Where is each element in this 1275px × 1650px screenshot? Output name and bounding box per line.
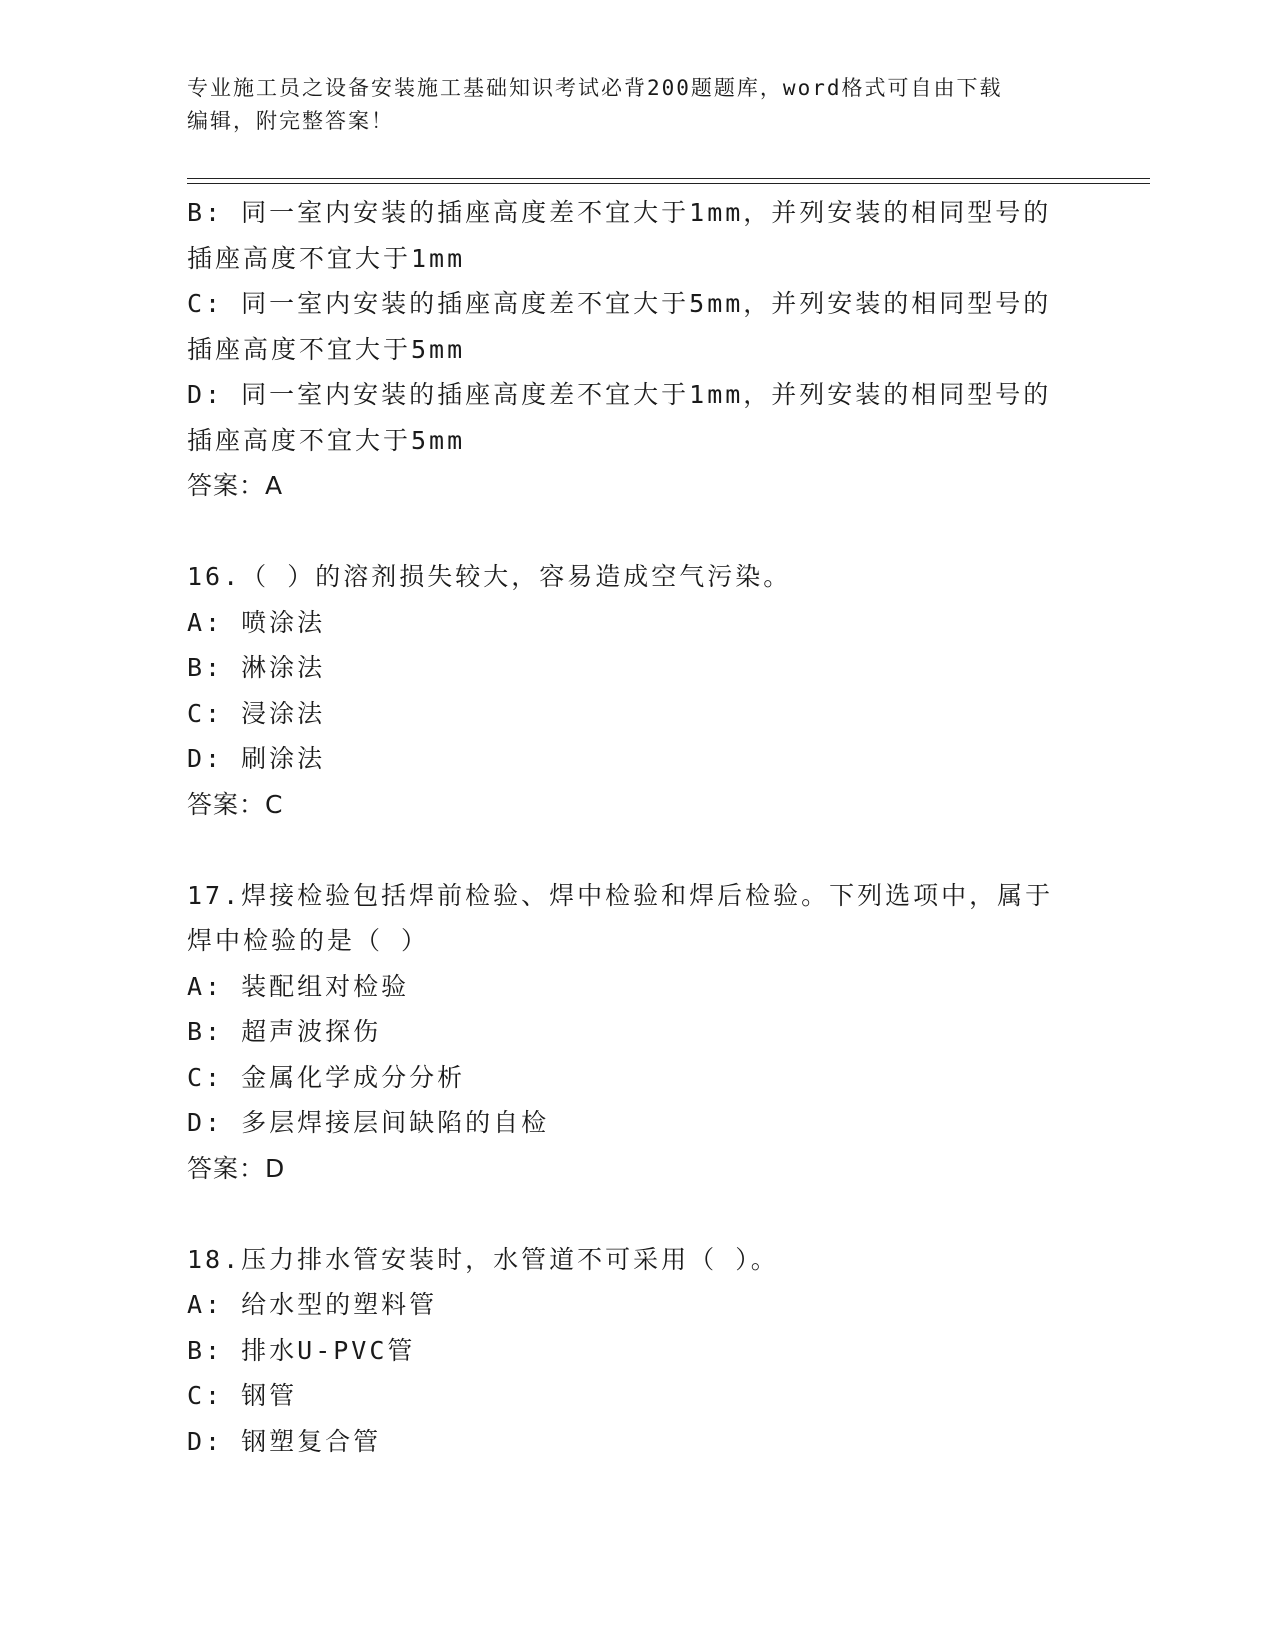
question-16 <box>187 554 1087 827</box>
question-stem-line-1: 17.焊接检验包括焊前检验、焊中检验和焊后检验。下列选项中，属于 <box>187 880 1054 910</box>
question-list <box>187 190 1087 1464</box>
question-15 <box>187 190 1087 509</box>
question-stem: 18.压力排水管安装时，水管道不可采用（ ）。 <box>187 1244 779 1274</box>
option-d: D: 钢塑复合管 <box>187 1426 382 1456</box>
option-c-line-1: C: 同一室内安装的插座高度差不宜大于5mm，并列安装的相同型号的 <box>187 289 1052 318</box>
option-d: D: 多层焊接层间缺陷的自检 <box>187 1108 550 1137</box>
question-18 <box>187 1237 1087 1465</box>
document-header <box>187 72 1067 138</box>
spacer <box>187 1191 1087 1237</box>
header-divider-top <box>187 178 1150 179</box>
question-stem: 16.（ ）的溶剂损失较大，容易造成空气污染。 <box>187 562 792 591</box>
spacer <box>187 509 1087 555</box>
option-d: D: 刷涂法 <box>187 744 326 773</box>
option-c: C: 金属化学成分分析 <box>187 1062 466 1092</box>
question-stem-line-2: 焊中检验的是（ ） <box>187 926 430 955</box>
option-b: B: 淋涂法 <box>187 653 326 682</box>
option-d-line-2: 插座高度不宜大于5mm <box>187 425 466 455</box>
option-c-line-2: 插座高度不宜大于5mm <box>187 334 466 364</box>
option-c: C: 钢管 <box>187 1381 298 1410</box>
option-b-line-2: 插座高度不宜大于1mm <box>187 243 466 273</box>
option-b: B: 排水U-PVC管 <box>187 1335 416 1365</box>
option-b-line-1: B: 同一室内安装的插座高度差不宜大于1mm，并列安装的相同型号的 <box>187 198 1052 227</box>
option-b: B: 超声波探伤 <box>187 1017 382 1046</box>
option-d-line-1: D: 同一室内安装的插座高度差不宜大于1mm，并列安装的相同型号的 <box>187 380 1052 409</box>
answer-label: 答案：A <box>187 471 284 500</box>
option-a: A: 给水型的塑料管 <box>187 1290 438 1319</box>
spacer <box>187 827 1087 873</box>
header-title-line-2: 编辑，附完整答案！ <box>187 109 394 133</box>
option-c: C: 浸涂法 <box>187 698 326 728</box>
header-title-line-1: 专业施工员之设备安装施工基础知识考试必背200题题库，word格式可自由下载 <box>187 76 1003 100</box>
option-a: A: 喷涂法 <box>187 607 326 637</box>
header-divider-bottom <box>187 183 1150 184</box>
answer-label: 答案：C <box>187 789 284 819</box>
question-17 <box>187 873 1087 1192</box>
answer-label: 答案：D <box>187 1153 286 1183</box>
option-a: A: 装配组对检验 <box>187 971 410 1001</box>
